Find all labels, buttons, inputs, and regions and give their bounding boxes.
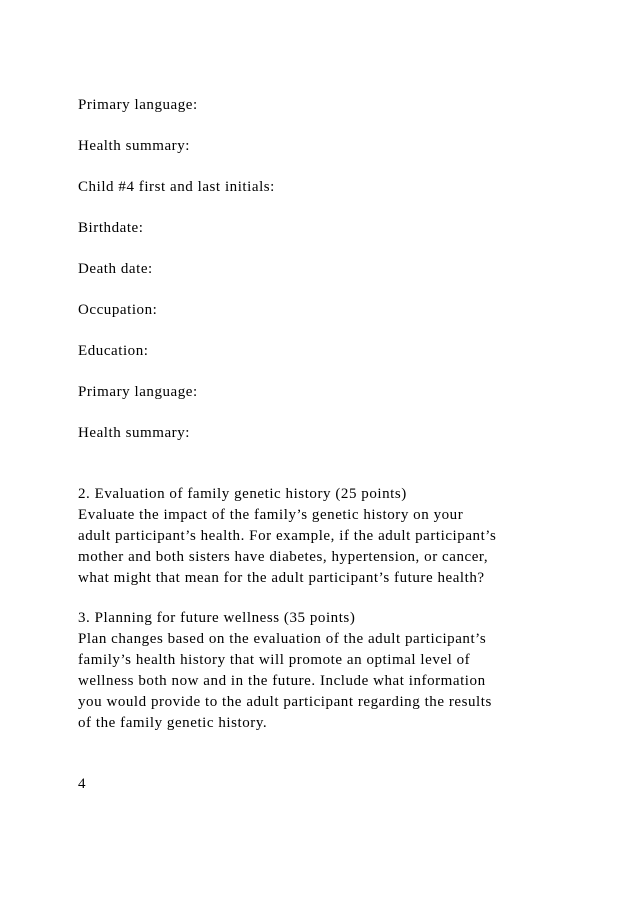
field-occupation: Occupation: [78, 302, 158, 318]
field-health-summary: Health summary: [78, 138, 190, 154]
section3-line-4: you would provide to the adult participant regarding the results [78, 694, 492, 710]
section3-line-1: Plan changes based on the evaluation of the adult participant’s [78, 631, 487, 647]
field-child4-initials: Child #4 first and last initials: [78, 179, 275, 195]
section2-line-4: what might that mean for the adult participant’s future health? [78, 570, 485, 586]
section3-line-3: wellness both now and in the future. Include what information [78, 673, 486, 689]
field-education: Education: [78, 343, 149, 359]
page-number: 4 [78, 776, 87, 792]
field-birthdate: Birthdate: [78, 220, 144, 236]
field-primary-language-2: Primary language: [78, 384, 198, 400]
section3-line-2: family’s health history that will promote an optimal level of [78, 652, 471, 668]
section2-line-2: adult participant’s health. For example, if the adult participant’s [78, 528, 497, 544]
field-health-summary-2: Health summary: [78, 425, 190, 441]
section2-heading: 2. Evaluation of family genetic history (25 points) [78, 486, 407, 502]
section3-heading: 3. Planning for future wellness (35 points) [78, 610, 356, 626]
section3-line-5: of the family genetic history. [78, 715, 268, 731]
field-death-date: Death date: [78, 261, 153, 277]
section2-line-1: Evaluate the impact of the family’s genetic history on your [78, 507, 464, 523]
section2-line-3: mother and both sisters have diabetes, hypertension, or cancer, [78, 549, 489, 565]
field-primary-language: Primary language: [78, 97, 198, 113]
